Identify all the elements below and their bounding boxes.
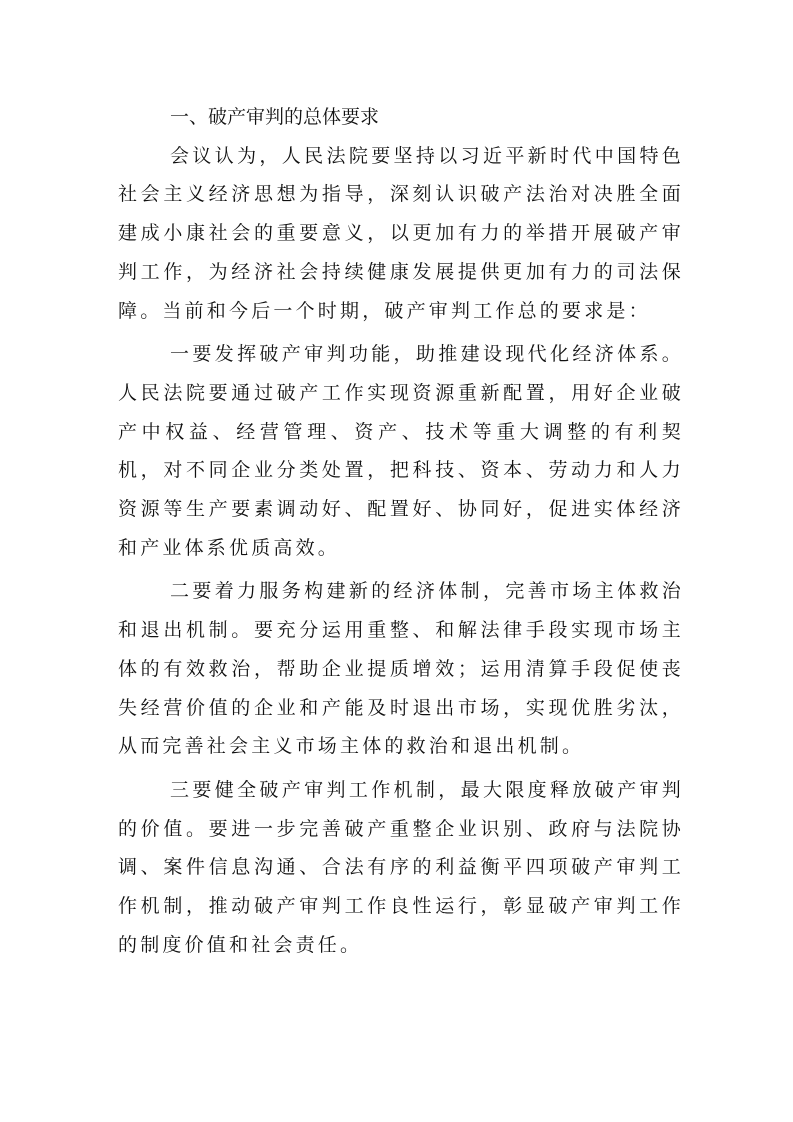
paragraph-requirement-two: 二要着力服务构建新的经济体制，完善市场主体救治和退出机制。要充分运用重整、和解法律手段实现市场主体的有效救治，帮助企业提质增效；运用清算手段促使丧失经营价值的企业和产能及时退出市场，实现优胜劣汰，从而完善社会主义市场主体的救治和退出机制。 [118, 580, 684, 758]
paragraph-meeting-opinion: 会议认为，人民法院要坚持以习近平新时代中国特色社会主义经济思想为指导，深刻认识破产法治对决胜全面建成小康社会的重要意义，以更加有力的举措开展破产审判工作，为经济社会持续健康发展提供更加有力的司法保障。当前和今后一个时期，破产审判工作总的要求是： [118, 144, 684, 322]
paragraph-requirement-one: 一要发挥破产审判功能，助推建设现代化经济体系。人民法院要通过破产工作实现资源重新配置，用好企业破产中权益、经营管理、资产、技术等重大调整的有利契机，对不同企业分类处置，把科技、资本、劳动力和人力资源等生产要素调动好、配置好、协同好，促进实体经济和产业体系优质高效。 [118, 343, 684, 559]
paragraph-requirement-three: 三要健全破产审判工作机制，最大限度释放破产审判的价值。要进一步完善破产重整企业识别、政府与法院协调、案件信息沟通、合法有序的利益衡平四项破产审判工作机制，推动破产审判工作良性运行，彰显破产审判工作的制度价值和社会责任。 [118, 778, 684, 956]
document-body [118, 98, 684, 964]
section-heading: 一、破产审判的总体要求 [170, 106, 380, 128]
